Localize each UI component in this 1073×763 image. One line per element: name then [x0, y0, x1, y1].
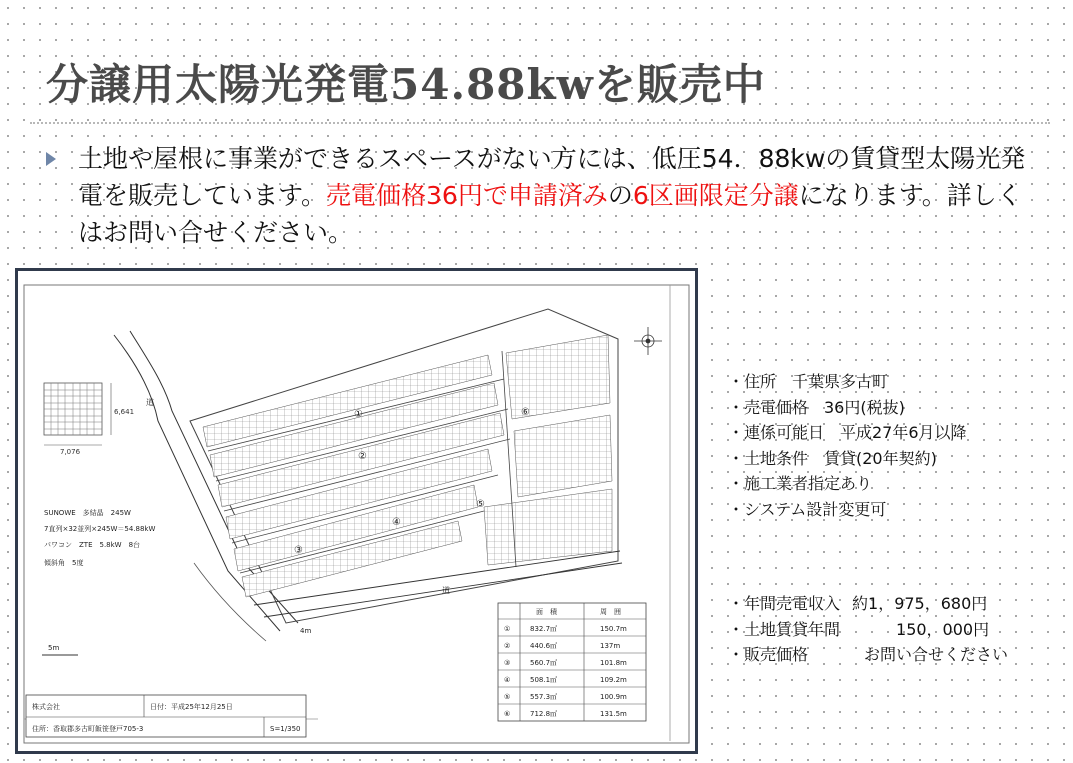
- spec-line: パワコン ZTE 5.8kW 8台: [44, 541, 141, 549]
- table-cell: 832.7㎡: [530, 625, 558, 633]
- finance-item: [728, 617, 1020, 643]
- section-label: ⑤: [476, 499, 485, 510]
- table-cell: 131.5m: [600, 710, 627, 718]
- spec-line: 傾斜角 5度: [44, 559, 84, 567]
- finance-value: お問い合せください: [864, 645, 1009, 664]
- finance-label: ・販売価格: [728, 645, 809, 664]
- table-cell: ⑤: [504, 693, 511, 701]
- finance-label: ・土地賃貸年間: [728, 619, 841, 639]
- address-label: 住所：香取郡多古町飯笹登戸705-3: [32, 725, 144, 733]
- company-label: 株式会社: [32, 703, 60, 711]
- intro-highlight-limited: 6区画限定分譲: [632, 181, 799, 210]
- slide-title: 分譲用太陽光発電54.88kwを販売中: [46, 60, 766, 109]
- table-cell: ①: [504, 625, 511, 633]
- intro-highlight-price: 売電価格36円で申請済み: [326, 181, 608, 210]
- info-item: ・連係可能日 平成27年6月以降: [728, 423, 967, 442]
- dimension-height-label: 6,641: [114, 408, 135, 416]
- section-label: ②: [358, 451, 367, 462]
- table-cell: 712.8㎡: [530, 710, 558, 718]
- finance-item: [728, 642, 1020, 668]
- table-cell: 440.6㎡: [530, 642, 558, 650]
- road-label: 道: [146, 398, 154, 407]
- solar-panel-arrays: [203, 335, 612, 597]
- scale-bar-label: 5m: [48, 644, 60, 652]
- finance-label: ・年間売電収入: [728, 594, 841, 613]
- info-item: ・施工業者指定あり: [728, 474, 873, 493]
- section-label: ①: [354, 409, 363, 420]
- table-cell: 100.9m: [600, 693, 627, 701]
- table-cell: 508.1㎡: [530, 676, 558, 684]
- info-item: ・システム設計変更可: [728, 499, 887, 519]
- spec-line: SUNOWE 多結晶 245W: [44, 509, 131, 517]
- title-divider: [30, 122, 1050, 124]
- table-cell: ②: [504, 642, 511, 650]
- table-cell: 150.7m: [600, 625, 627, 633]
- finance-item: [728, 591, 1020, 617]
- spec-line: 7直列×32並列×245W＝54.88kW: [44, 525, 156, 533]
- system-spec-block: [44, 508, 155, 567]
- table-cell: 560.7㎡: [530, 659, 558, 667]
- table-cell: 137m: [600, 642, 621, 650]
- intro-text: の: [607, 181, 633, 210]
- finance-value: 約1，975，680円: [852, 594, 988, 613]
- site-plan-drawing: [15, 268, 698, 754]
- table-cell: 101.8m: [600, 659, 627, 667]
- road-width-label: 4m: [300, 627, 312, 635]
- table-header: 周 囲: [600, 608, 621, 616]
- date-label: 日付：平成25年12月25日: [150, 703, 233, 711]
- table-cell: ④: [504, 676, 511, 684]
- section-area-table: [498, 603, 646, 721]
- table-cell: 109.2m: [600, 676, 627, 684]
- intro-text: 土地や屋根に事業ができるスペースがない方には、低圧54．88kwの賃貸型太陽光発電を販売しています。: [78, 144, 1026, 210]
- finance-info-list: [728, 591, 1020, 668]
- table-cell: ③: [504, 659, 511, 667]
- intro-paragraph: [78, 140, 1038, 251]
- table-cell: ⑥: [504, 710, 511, 718]
- road-label: 道: [442, 586, 450, 595]
- drawing-title-block: [26, 695, 306, 737]
- table-header: 面 積: [536, 608, 557, 616]
- info-item: ・売電価格 36円(税抜): [728, 397, 905, 417]
- compass-icon: [634, 327, 662, 355]
- finance-value: 150，000円: [896, 619, 990, 639]
- drawing-scale-label: S=1/350: [270, 725, 301, 733]
- section-label: ⑥: [521, 407, 530, 418]
- info-item: ・土地条件 賃貸(20年契約): [728, 448, 937, 468]
- intro-text: になります。詳しくはお問い合せください。: [78, 181, 1022, 247]
- property-info-list: [728, 369, 967, 522]
- table-cell: 557.3㎡: [530, 693, 558, 701]
- bullet-arrow-icon: [46, 152, 56, 166]
- info-item: ・住所 千葉県多古町: [728, 372, 889, 391]
- section-label: ④: [392, 517, 401, 528]
- reference-panel-grid: [44, 383, 111, 445]
- section-label: ③: [294, 545, 303, 556]
- dimension-width-label: 7,076: [60, 448, 81, 456]
